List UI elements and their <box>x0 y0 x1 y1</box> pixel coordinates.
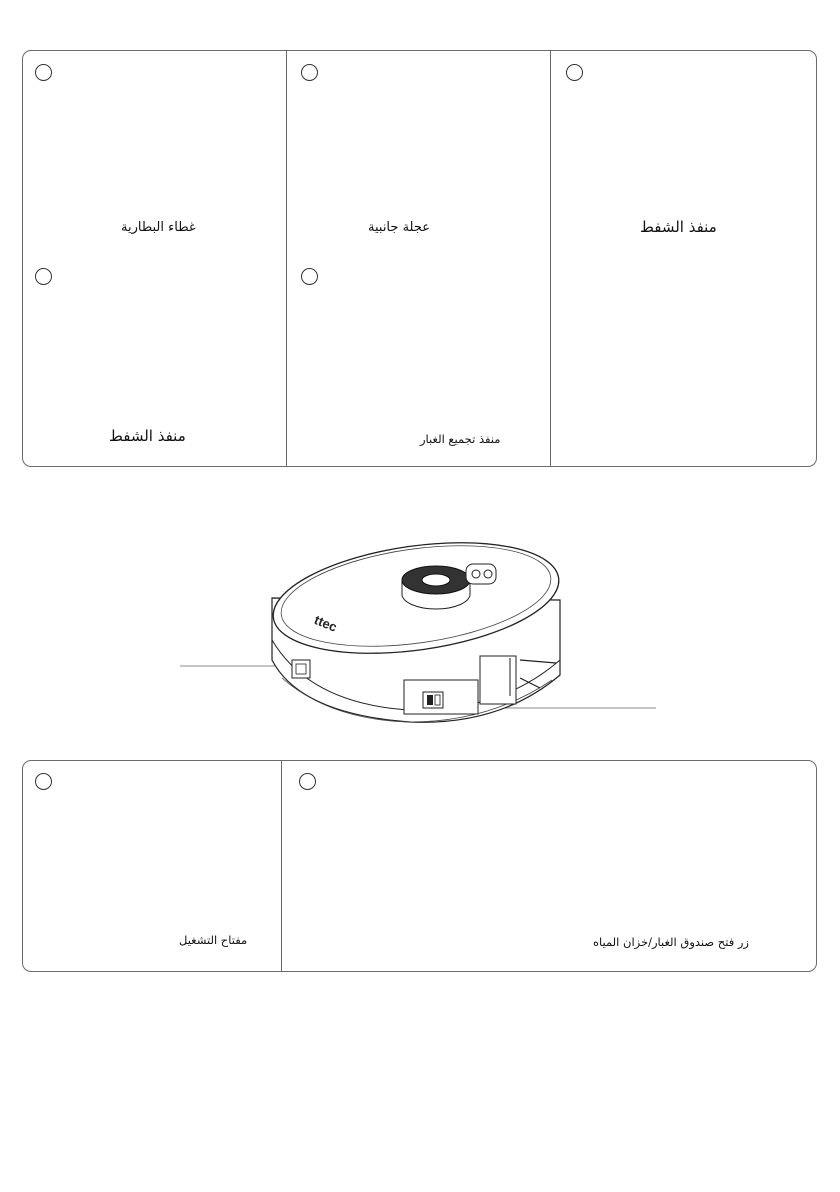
top-parts-panel <box>22 50 817 467</box>
callout-circle-1 <box>35 64 52 81</box>
callout-circle-5 <box>301 268 318 285</box>
robot-vacuum-illustration <box>0 500 840 740</box>
brand-logo: ttec <box>312 612 340 635</box>
top-divider-1 <box>286 51 287 466</box>
home-button-icon <box>484 570 492 578</box>
callout-circle-4 <box>35 268 52 285</box>
bottom-parts-panel <box>22 760 817 972</box>
suction-port-icon <box>292 660 310 678</box>
callout-circle-6 <box>35 773 52 790</box>
suction-port-label-right: منفذ الشفط <box>640 218 717 236</box>
bottom-divider <box>281 761 282 971</box>
callout-circle-2 <box>301 64 318 81</box>
top-divider-2 <box>550 51 551 466</box>
dustbin-door-icon <box>480 656 516 704</box>
callout-circle-3 <box>566 64 583 81</box>
suction-port-label-left: منفذ الشفط <box>109 427 186 445</box>
power-switch-label: مفتاح التشغيل <box>179 933 248 947</box>
battery-cover-label: غطاء البطارية <box>121 220 196 235</box>
lidar-center-icon <box>422 574 450 586</box>
power-button-icon <box>472 570 480 578</box>
dust-port-label: منفذ تجميع الغبار <box>420 432 501 446</box>
dustbin-button-label: زر فتح صندوق الغبار/خزان المياه <box>593 935 749 949</box>
callout-circle-7 <box>299 773 316 790</box>
side-wheel-label: عجلة جانبية <box>368 220 430 235</box>
